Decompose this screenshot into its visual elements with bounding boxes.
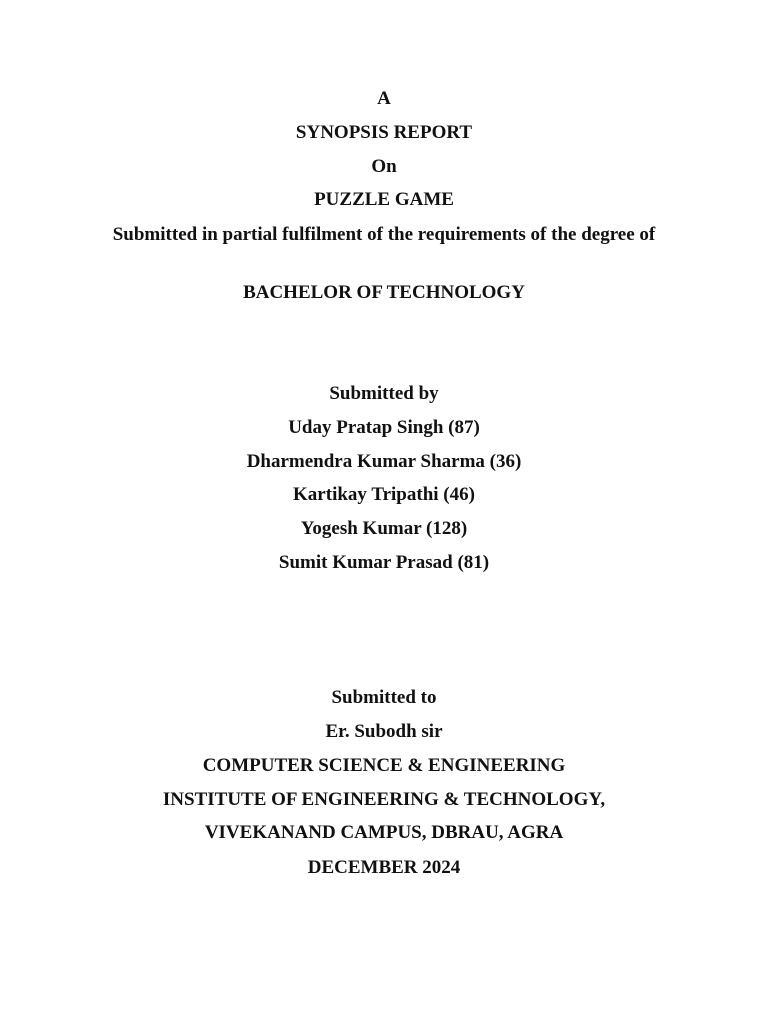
title-on: On (371, 156, 397, 177)
report-type: SYNOPSIS REPORT (295, 122, 473, 143)
student-name: Uday Pratap Singh (87) (288, 417, 480, 438)
project-title: PUZZLE GAME (314, 189, 454, 210)
student-name: Kartikay Tripathi (46) (293, 484, 475, 505)
student-name: Dharmendra Kumar Sharma (36) (246, 451, 522, 472)
submitted-by-heading: Submitted by (329, 383, 439, 404)
submitted-to-heading: Submitted to (331, 687, 437, 708)
institute-name: INSTITUTE OF ENGINEERING & TECHNOLOGY, (162, 789, 606, 810)
student-name: Yogesh Kumar (128) (300, 518, 468, 539)
student-name: Sumit Kumar Prasad (81) (278, 552, 490, 573)
department-name: COMPUTER SCIENCE & ENGINEERING (202, 755, 566, 776)
degree-name: BACHELOR OF TECHNOLOGY (243, 282, 525, 303)
submission-note: Submitted in partial fulfilment of the requirements of the degree of (112, 224, 656, 245)
campus-name: VIVEKANAND CAMPUS, DBRAU, AGRA (204, 822, 564, 843)
title-article: A (377, 88, 391, 109)
supervisor-name: Er. Subodh sir (325, 721, 443, 742)
submission-date: DECEMBER 2024 (307, 857, 461, 878)
